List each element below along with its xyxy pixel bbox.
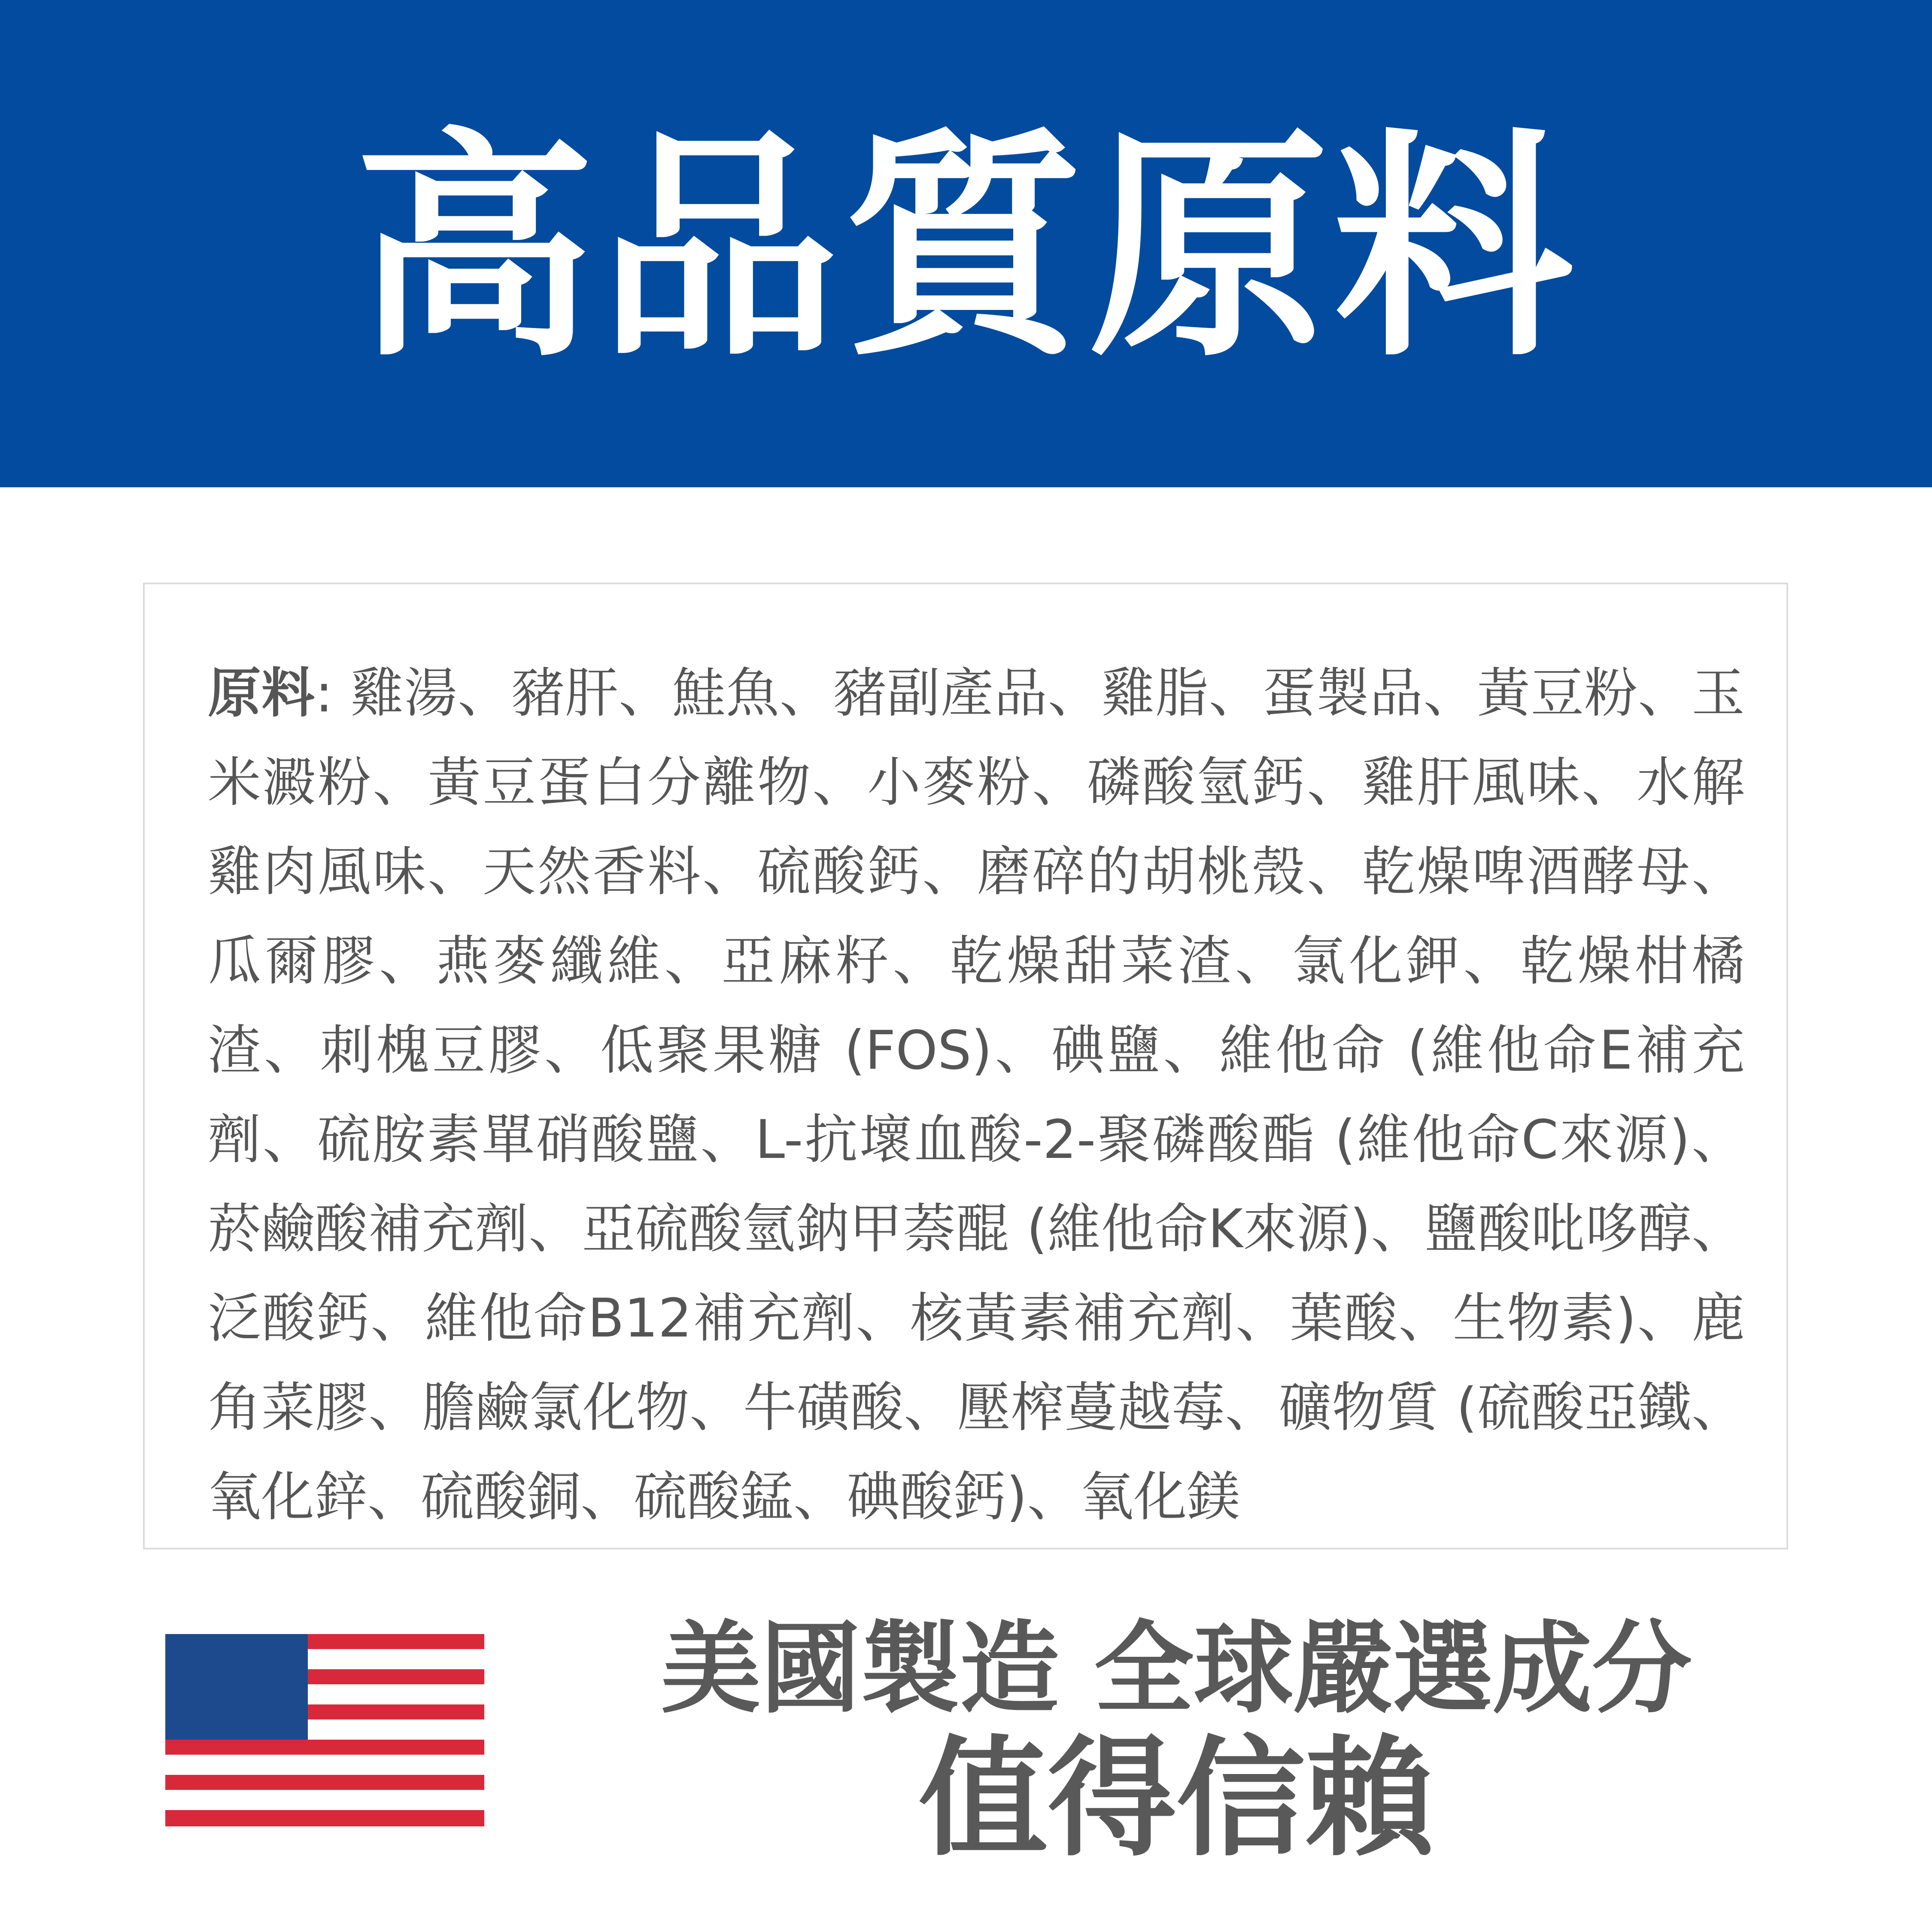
flag-stripe [165, 1740, 484, 1755]
tagline-trustworthy: 值得信賴 [919, 1724, 1434, 1874]
ingredients-text: 雞湯、豬肝、鮭魚、豬副產品、雞脂、蛋製品、黃豆粉、玉米澱粉、黃豆蛋白分離物、小麥粉、磷酸氫鈣、雞肝風味、水解雞肉風味、天然香料、硫酸鈣、磨碎的胡桃殼、乾燥啤酒酵母、瓜爾膠、燕麥纖維、亞麻籽、乾燥甜菜渣、氯化鉀、乾燥柑橘渣、刺槐豆膠、低聚果糖 (FOS)、碘鹽、維他命 (維他命E補充劑、硫胺素單硝酸鹽、L-抗壞血酸-2-聚磷酸酯 (維他命C來源)、菸鹼酸補充劑、亞硫酸氫鈉甲萘醌 (維他命K來源)、鹽酸吡哆醇、泛酸鈣、維他命B12補充劑、核黃素補充劑、葉酸、生物素)、鹿角菜膠、膽鹼氯化物、牛磺酸、壓榨蔓越莓、礦物質 (硫酸亞鐵、氧化鋅、硫酸銅、硫酸錳、碘酸鈣)、氧化鎂 [208, 662, 1745, 1528]
ingredients-label: 原料 [208, 662, 315, 724]
tagline-made-in-usa: 美國製造 全球嚴選成分 [661, 1611, 1692, 1727]
ingredients-separator: : [315, 662, 351, 724]
flag-stripe [165, 1810, 484, 1826]
ingredients-panel [143, 583, 1788, 1549]
flag-stripe [165, 1775, 484, 1790]
flag-canton [165, 1634, 308, 1740]
header-banner [0, 0, 1932, 487]
us-flag-icon [165, 1634, 484, 1826]
ingredients-list [208, 649, 1745, 1542]
page-title: 高品質原料 [354, 109, 1578, 389]
tagline [532, 1611, 1820, 1874]
